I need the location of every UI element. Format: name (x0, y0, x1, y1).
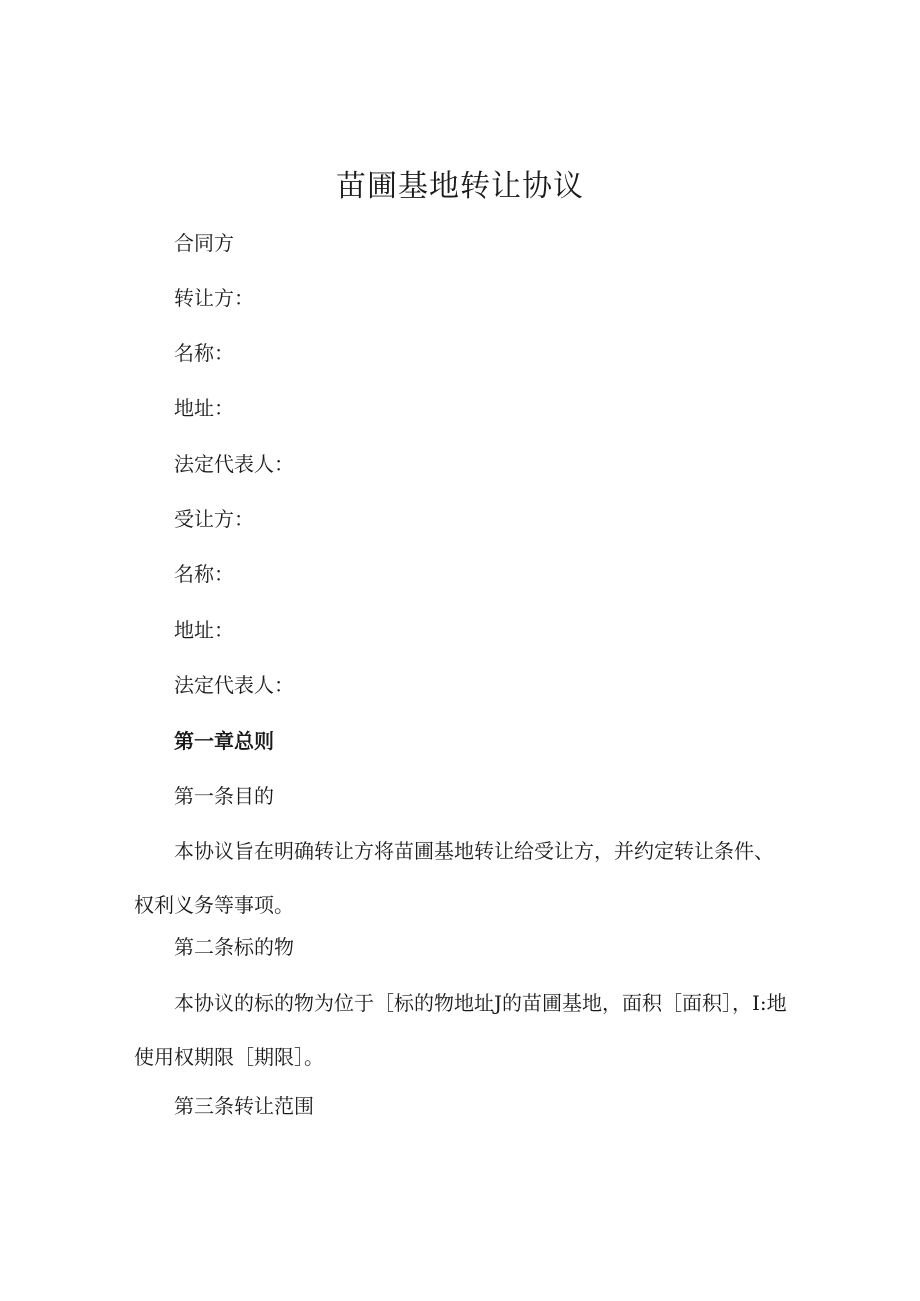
document-title: 苗圃基地转让协议 (336, 169, 584, 204)
transferee-address-label: 地址： (174, 618, 234, 642)
article-1-body: 本协议旨在明确转让方将苗圃基地转让给受让方，并约定转让条件、权利义务等事项。 (134, 839, 774, 917)
article-2-heading: 第二条标的物 (174, 935, 294, 959)
article-3-heading: 第三条转让范围 (174, 1094, 314, 1118)
transferee-name-label: 名称： (174, 562, 234, 586)
chapter-1-heading: 第一章总则 (174, 729, 274, 753)
transferor-name-label: 名称： (174, 341, 234, 365)
article-1-heading: 第一条目的 (174, 784, 274, 808)
article-2-body: 本协议的标的物为位于［标的物地址J的苗圃基地，面积［面积］，I:地使用权期限［期限］。 (134, 991, 787, 1069)
transferor-address-label: 地址： (174, 396, 234, 420)
transferee-label: 受让方： (174, 507, 254, 531)
parties-label: 合同方 (174, 231, 234, 255)
transferor-rep-label: 法定代表人： (174, 452, 294, 476)
transferor-label: 转让方： (174, 286, 254, 310)
transferee-rep-label: 法定代表人： (174, 673, 294, 697)
